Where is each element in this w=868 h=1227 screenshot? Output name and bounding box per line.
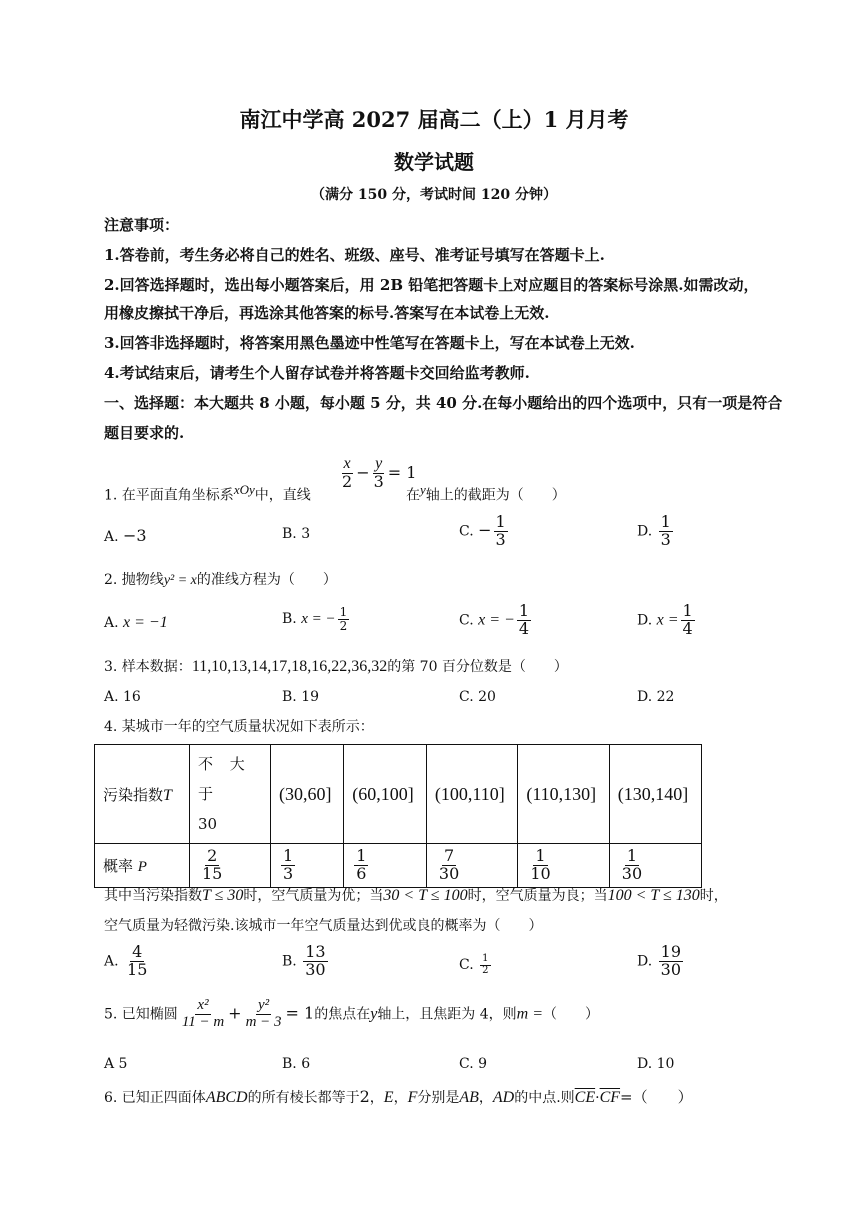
section-heading-line1: 一、选择题：本大题共 8 小题，每小题 5 分，共 40 分.在每小题给出的四个选项中，只有一项是符合 — [104, 394, 783, 412]
question-4-stem: 4. 某城市一年的空气质量状况如下表所示： — [104, 719, 374, 735]
question-1-stem-end: 在$^y$轴上的截距为（ ） — [406, 482, 566, 504]
table-header-cell: 污染指数T — [95, 745, 190, 844]
table-cell: (110,130] — [518, 745, 609, 844]
note-1: 1.答卷前，考生务必将自己的姓名、班级、座号、准考证号填写在答题卡上. — [104, 246, 605, 264]
question-1-stem: 1. 在平面直角坐标系$^{xOy}$中，直线 — [104, 482, 311, 504]
q2-option-a[interactable]: A. x = −1 — [104, 614, 168, 631]
q1-option-b[interactable]: B. 3 — [282, 526, 311, 542]
question-4-prompt: 空气质量为轻微污染.该城市一年空气质量达到优或良的概率为（ ） — [104, 918, 543, 934]
question-4-conditions: 其中当污染指数T ≤ 30时，空气质量为优；当30 < T ≤ 100时，空气质量为良；当100 < T ≤ 130时， — [104, 887, 728, 904]
q4-option-b[interactable]: B. $\frac{13}{30}$ — [282, 942, 326, 979]
table-cell: $\frac{1}{10}$ — [518, 844, 609, 888]
q3-option-d[interactable]: D. 22 — [637, 689, 675, 705]
table-cell: $\frac{1}{6}$ — [344, 844, 427, 888]
question-5-stem: 5. 已知椭圆 $\frac{\text{x²}}{11 - m}$ + $\frac{\text{y²}}{m - 3}$ = 1的焦点在y轴上，且焦距为 4，则m =（ ） — [104, 997, 600, 1030]
question-2-stem: 2. 抛物线y² = x的准线方程为（ ） — [104, 572, 337, 588]
q5-option-d[interactable]: D. 10 — [637, 1056, 675, 1072]
q2-option-d[interactable]: D. x = $\frac{1}{4}$ — [637, 601, 693, 638]
table-row — [95, 844, 702, 888]
table-cell: $\frac{1}{3}$ — [271, 844, 344, 888]
q1-option-c[interactable]: C. − $\frac{1}{3}$ — [459, 512, 506, 549]
notes-heading: 注意事项： — [104, 216, 180, 234]
q3-option-c[interactable]: C. 20 — [459, 689, 496, 705]
table-row — [95, 745, 702, 844]
q2-option-c[interactable]: C. x = − $\frac{1}{4}$ — [459, 601, 530, 638]
q3-option-b[interactable]: B. 19 — [282, 689, 320, 705]
note-2a: 2.回答选择题时，选出每小题答案后，用 2B 铅笔把答题卡上对应题目的答案标号涂黑.如需改动， — [104, 276, 759, 294]
table-cell: 不 大 于 30 — [190, 745, 271, 844]
exam-title: 南江中学高 2027 届高二（上）1 月月考 — [239, 107, 629, 132]
q5-option-a[interactable]: A 5 — [104, 1056, 128, 1072]
note-2b: 用橡皮擦拭干净后，再选涂其他答案的标号.答案写在本试卷上无效. — [104, 304, 550, 322]
table-cell: (100,110] — [426, 745, 517, 844]
section-heading-line2: 题目要求的. — [104, 424, 185, 442]
question-3-stem: 3. 样本数据：11,10,13,14,17,18,16,22,36,32的第 70 百分位数是（ ） — [104, 658, 568, 675]
q1-option-d[interactable]: D. $\frac{1}{3}$ — [637, 512, 671, 549]
exam-subtitle: 数学试题 — [394, 150, 474, 174]
exam-info: （满分 150 分，考试时间 120 分钟） — [311, 187, 557, 203]
air-quality-table — [94, 744, 702, 888]
q1-option-a[interactable]: A. −3 — [104, 526, 147, 545]
q4-option-c[interactable]: C. $\frac{1}{2}$ — [459, 953, 489, 976]
q2-option-b[interactable]: B. x = − $\frac{1}{2}$ — [282, 605, 348, 633]
table-cell: $\frac{7}{30}$ — [426, 844, 517, 888]
note-3: 3.回答非选择题时，将答案用黑色墨迹中性笔写在答题卡上，写在本试卷上无效. — [104, 334, 635, 352]
q5-option-c[interactable]: C. 9 — [459, 1056, 488, 1072]
question-1-equation: $\frac{x}{2}$ − $\frac{y}{3}$ = 1 — [342, 455, 417, 491]
q3-option-a[interactable]: A. 16 — [104, 689, 141, 705]
table-cell: (130,140] — [609, 745, 701, 844]
table-cell: $\frac{2}{15}$ — [190, 844, 271, 888]
q4-option-a[interactable]: A. $\frac{4}{15}$ — [104, 942, 148, 979]
q5-option-b[interactable]: B. 6 — [282, 1056, 311, 1072]
q4-option-d[interactable]: D. $\frac{19}{30}$ — [637, 942, 681, 979]
note-4: 4.考试结束后，请考生个人留存试卷并将答题卡交回给监考教师. — [104, 364, 530, 382]
question-6-stem: 6. 已知正四面体ABCD的所有棱长都等于2，E，F分别是AB，AD的中点.则$\overline{CE}\cdot\overline{CF}=$（ ） — [104, 1087, 693, 1106]
table-cell: (60,100] — [344, 745, 427, 844]
table-cell: (30,60] — [271, 745, 344, 844]
table-cell: $\frac{1}{30}$ — [609, 844, 701, 888]
table-header-cell: 概率 P — [95, 844, 190, 888]
